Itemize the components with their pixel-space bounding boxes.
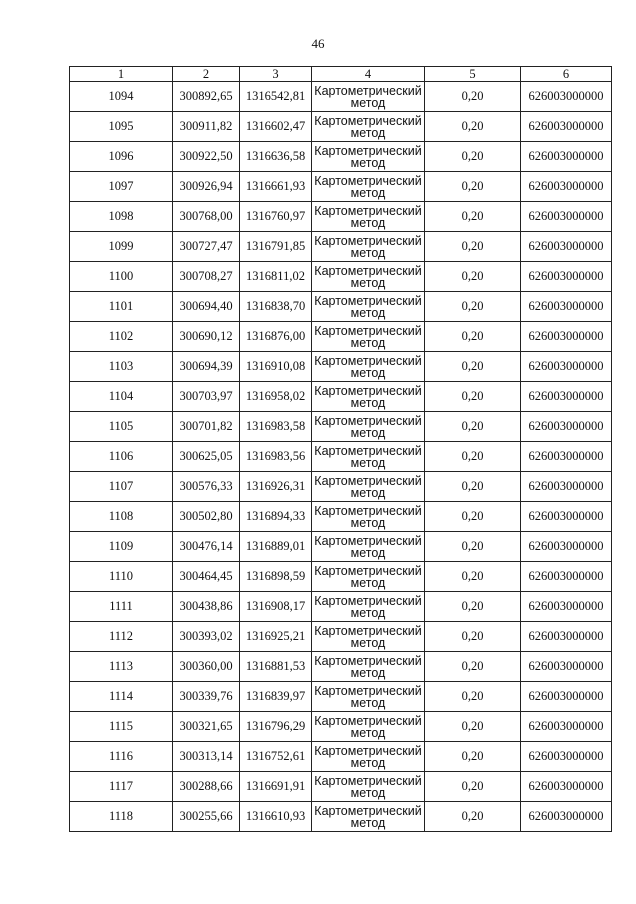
cadastral-code-cell: 626003000000 — [521, 772, 612, 802]
point-number-cell: 1105 — [70, 412, 173, 442]
method-cell — [312, 292, 425, 322]
accuracy-cell: 0,20 — [425, 562, 521, 592]
method-text: метод — [350, 665, 386, 680]
y-coordinate-cell: 1316760,97 — [240, 202, 312, 232]
y-coordinate-cell: 1316752,61 — [240, 742, 312, 772]
accuracy-cell: 0,20 — [425, 772, 521, 802]
accuracy-cell: 0,20 — [425, 322, 521, 352]
y-coordinate-cell: 1316661,93 — [240, 172, 312, 202]
table-row — [70, 712, 612, 742]
table-row — [70, 562, 612, 592]
method-text: метод — [350, 95, 386, 110]
method-text: метод — [350, 275, 386, 290]
point-number-cell: 1102 — [70, 322, 173, 352]
point-number-cell: 1101 — [70, 292, 173, 322]
table-row — [70, 202, 612, 232]
x-coordinate-cell: 300703,97 — [173, 382, 240, 412]
x-coordinate-cell: 300313,14 — [173, 742, 240, 772]
cadastral-code-cell: 626003000000 — [521, 382, 612, 412]
y-coordinate-cell: 1316898,59 — [240, 562, 312, 592]
method-cell — [312, 652, 425, 682]
method-text: Картометрический — [314, 353, 422, 368]
method-cell — [312, 772, 425, 802]
x-coordinate-cell: 300576,33 — [173, 472, 240, 502]
y-coordinate-cell: 1316958,02 — [240, 382, 312, 412]
point-number-cell: 1100 — [70, 262, 173, 292]
point-number-cell: 1103 — [70, 352, 173, 382]
table-row — [70, 592, 612, 622]
accuracy-cell: 0,20 — [425, 382, 521, 412]
method-cell — [312, 682, 425, 712]
y-coordinate-cell: 1316889,01 — [240, 532, 312, 562]
x-coordinate-cell: 300922,50 — [173, 142, 240, 172]
method-text: метод — [350, 185, 386, 200]
table-row — [70, 442, 612, 472]
table-row — [70, 682, 612, 712]
table-row — [70, 502, 612, 532]
point-number-cell: 1096 — [70, 142, 173, 172]
cadastral-code-cell: 626003000000 — [521, 352, 612, 382]
method-cell — [312, 502, 425, 532]
table-row — [70, 382, 612, 412]
accuracy-cell: 0,20 — [425, 82, 521, 112]
column-header: 3 — [240, 67, 312, 82]
method-text: метод — [350, 395, 386, 410]
method-cell — [312, 592, 425, 622]
cadastral-code-cell: 626003000000 — [521, 292, 612, 322]
accuracy-cell: 0,20 — [425, 502, 521, 532]
method-cell — [312, 622, 425, 652]
table-row — [70, 622, 612, 652]
y-coordinate-cell: 1316983,58 — [240, 412, 312, 442]
method-text: метод — [350, 605, 386, 620]
method-text: метод — [350, 425, 386, 440]
table-row — [70, 472, 612, 502]
table-row — [70, 802, 612, 832]
cadastral-code-cell: 626003000000 — [521, 742, 612, 772]
y-coordinate-cell: 1316894,33 — [240, 502, 312, 532]
cadastral-code-cell: 626003000000 — [521, 172, 612, 202]
accuracy-cell: 0,20 — [425, 232, 521, 262]
method-text: метод — [350, 335, 386, 350]
cadastral-code-cell: 626003000000 — [521, 442, 612, 472]
table-body — [70, 82, 612, 832]
method-text: Картометрический — [314, 563, 422, 578]
table-row — [70, 322, 612, 352]
cadastral-code-cell: 626003000000 — [521, 802, 612, 832]
cadastral-code-cell: 626003000000 — [521, 322, 612, 352]
method-cell — [312, 712, 425, 742]
x-coordinate-cell: 300690,12 — [173, 322, 240, 352]
accuracy-cell: 0,20 — [425, 442, 521, 472]
column-header: 5 — [425, 67, 521, 82]
method-text: Картометрический — [314, 83, 422, 98]
x-coordinate-cell: 300708,27 — [173, 262, 240, 292]
cadastral-code-cell: 626003000000 — [521, 592, 612, 622]
method-cell — [312, 442, 425, 472]
y-coordinate-cell: 1316791,85 — [240, 232, 312, 262]
method-text: метод — [350, 215, 386, 230]
table-row — [70, 142, 612, 172]
method-text: Картометрический — [314, 533, 422, 548]
method-text: Картометрический — [314, 503, 422, 518]
method-text: Картометрический — [314, 593, 422, 608]
point-number-cell: 1106 — [70, 442, 173, 472]
method-cell — [312, 562, 425, 592]
table-row — [70, 232, 612, 262]
x-coordinate-cell: 300768,00 — [173, 202, 240, 232]
method-text: Картометрический — [314, 803, 422, 818]
x-coordinate-cell: 300464,45 — [173, 562, 240, 592]
x-coordinate-cell: 300476,14 — [173, 532, 240, 562]
method-cell — [312, 142, 425, 172]
cadastral-code-cell: 626003000000 — [521, 472, 612, 502]
method-cell — [312, 352, 425, 382]
x-coordinate-cell: 300701,82 — [173, 412, 240, 442]
x-coordinate-cell: 300393,02 — [173, 622, 240, 652]
y-coordinate-cell: 1316811,02 — [240, 262, 312, 292]
point-number-cell: 1114 — [70, 682, 173, 712]
cadastral-code-cell: 626003000000 — [521, 532, 612, 562]
method-text: метод — [350, 485, 386, 500]
method-text: Картометрический — [314, 113, 422, 128]
method-text: Картометрический — [314, 443, 422, 458]
cadastral-code-cell: 626003000000 — [521, 202, 612, 232]
method-text: метод — [350, 515, 386, 530]
table-row — [70, 292, 612, 322]
method-cell — [312, 232, 425, 262]
point-number-cell: 1108 — [70, 502, 173, 532]
y-coordinate-cell: 1316838,70 — [240, 292, 312, 322]
accuracy-cell: 0,20 — [425, 292, 521, 322]
column-header: 4 — [312, 67, 425, 82]
method-text: метод — [350, 365, 386, 380]
table-row — [70, 412, 612, 442]
method-text: Картометрический — [314, 203, 422, 218]
point-number-cell: 1111 — [70, 592, 173, 622]
method-cell — [312, 382, 425, 412]
accuracy-cell: 0,20 — [425, 412, 521, 442]
x-coordinate-cell: 300694,40 — [173, 292, 240, 322]
method-text: метод — [350, 785, 386, 800]
cadastral-code-cell: 626003000000 — [521, 622, 612, 652]
cadastral-code-cell: 626003000000 — [521, 652, 612, 682]
method-text: Картометрический — [314, 233, 422, 248]
accuracy-cell: 0,20 — [425, 592, 521, 622]
table-header-row — [70, 67, 612, 82]
x-coordinate-cell: 300255,66 — [173, 802, 240, 832]
cadastral-code-cell: 626003000000 — [521, 142, 612, 172]
accuracy-cell: 0,20 — [425, 472, 521, 502]
coordinates-table — [69, 66, 612, 832]
point-number-cell: 1115 — [70, 712, 173, 742]
method-text: Картометрический — [314, 713, 422, 728]
method-text: метод — [350, 305, 386, 320]
table-row — [70, 742, 612, 772]
table-row — [70, 652, 612, 682]
point-number-cell: 1099 — [70, 232, 173, 262]
x-coordinate-cell: 300911,82 — [173, 112, 240, 142]
y-coordinate-cell: 1316908,17 — [240, 592, 312, 622]
accuracy-cell: 0,20 — [425, 202, 521, 232]
cadastral-code-cell: 626003000000 — [521, 682, 612, 712]
method-text: Картометрический — [314, 143, 422, 158]
method-text: Картометрический — [314, 623, 422, 638]
method-cell — [312, 82, 425, 112]
cadastral-code-cell: 626003000000 — [521, 412, 612, 442]
table-row — [70, 352, 612, 382]
cadastral-code-cell: 626003000000 — [521, 82, 612, 112]
y-coordinate-cell: 1316910,08 — [240, 352, 312, 382]
x-coordinate-cell: 300727,47 — [173, 232, 240, 262]
x-coordinate-cell: 300892,65 — [173, 82, 240, 112]
accuracy-cell: 0,20 — [425, 142, 521, 172]
table-row — [70, 262, 612, 292]
table-row — [70, 532, 612, 562]
table-row — [70, 772, 612, 802]
point-number-cell: 1116 — [70, 742, 173, 772]
method-text: Картометрический — [314, 263, 422, 278]
x-coordinate-cell: 300360,00 — [173, 652, 240, 682]
method-cell — [312, 112, 425, 142]
point-number-cell: 1097 — [70, 172, 173, 202]
method-cell — [312, 322, 425, 352]
table-row — [70, 112, 612, 142]
method-text: Картометрический — [314, 173, 422, 188]
x-coordinate-cell: 300438,86 — [173, 592, 240, 622]
method-text: метод — [350, 755, 386, 770]
accuracy-cell: 0,20 — [425, 352, 521, 382]
point-number-cell: 1109 — [70, 532, 173, 562]
method-text: Картометрический — [314, 293, 422, 308]
cadastral-code-cell: 626003000000 — [521, 232, 612, 262]
y-coordinate-cell: 1316881,53 — [240, 652, 312, 682]
point-number-cell: 1110 — [70, 562, 173, 592]
accuracy-cell: 0,20 — [425, 682, 521, 712]
x-coordinate-cell: 300321,65 — [173, 712, 240, 742]
y-coordinate-cell: 1316691,91 — [240, 772, 312, 802]
table-row — [70, 82, 612, 112]
method-cell — [312, 172, 425, 202]
y-coordinate-cell: 1316839,97 — [240, 682, 312, 712]
x-coordinate-cell: 300288,66 — [173, 772, 240, 802]
method-text: метод — [350, 455, 386, 470]
accuracy-cell: 0,20 — [425, 532, 521, 562]
column-header: 1 — [70, 67, 173, 82]
point-number-cell: 1112 — [70, 622, 173, 652]
accuracy-cell: 0,20 — [425, 712, 521, 742]
method-text: Картометрический — [314, 773, 422, 788]
method-text: Картометрический — [314, 743, 422, 758]
column-header: 2 — [173, 67, 240, 82]
method-text: метод — [350, 155, 386, 170]
cadastral-code-cell: 626003000000 — [521, 502, 612, 532]
x-coordinate-cell: 300926,94 — [173, 172, 240, 202]
x-coordinate-cell: 300339,76 — [173, 682, 240, 712]
method-text: метод — [350, 545, 386, 560]
method-cell — [312, 802, 425, 832]
method-text: метод — [350, 125, 386, 140]
method-text: метод — [350, 725, 386, 740]
method-text: метод — [350, 575, 386, 590]
method-cell — [312, 412, 425, 442]
point-number-cell: 1098 — [70, 202, 173, 232]
point-number-cell: 1104 — [70, 382, 173, 412]
cadastral-code-cell: 626003000000 — [521, 562, 612, 592]
accuracy-cell: 0,20 — [425, 262, 521, 292]
accuracy-cell: 0,20 — [425, 652, 521, 682]
method-text: Картометрический — [314, 413, 422, 428]
method-text: Картометрический — [314, 653, 422, 668]
method-text: Картометрический — [314, 473, 422, 488]
method-cell — [312, 532, 425, 562]
x-coordinate-cell: 300694,39 — [173, 352, 240, 382]
y-coordinate-cell: 1316925,21 — [240, 622, 312, 652]
method-cell — [312, 742, 425, 772]
point-number-cell: 1118 — [70, 802, 173, 832]
y-coordinate-cell: 1316610,93 — [240, 802, 312, 832]
method-text: метод — [350, 815, 386, 830]
accuracy-cell: 0,20 — [425, 742, 521, 772]
method-cell — [312, 262, 425, 292]
cadastral-code-cell: 626003000000 — [521, 262, 612, 292]
y-coordinate-cell: 1316926,31 — [240, 472, 312, 502]
y-coordinate-cell: 1316542,81 — [240, 82, 312, 112]
point-number-cell: 1117 — [70, 772, 173, 802]
table-row — [70, 172, 612, 202]
accuracy-cell: 0,20 — [425, 802, 521, 832]
method-text: Картометрический — [314, 383, 422, 398]
point-number-cell: 1107 — [70, 472, 173, 502]
accuracy-cell: 0,20 — [425, 622, 521, 652]
x-coordinate-cell: 300625,05 — [173, 442, 240, 472]
page-number: 46 — [311, 36, 325, 51]
cadastral-code-cell: 626003000000 — [521, 712, 612, 742]
method-text: метод — [350, 695, 386, 710]
point-number-cell: 1094 — [70, 82, 173, 112]
method-cell — [312, 202, 425, 232]
method-text: метод — [350, 245, 386, 260]
y-coordinate-cell: 1316636,58 — [240, 142, 312, 172]
y-coordinate-cell: 1316602,47 — [240, 112, 312, 142]
accuracy-cell: 0,20 — [425, 172, 521, 202]
cadastral-code-cell: 626003000000 — [521, 112, 612, 142]
accuracy-cell: 0,20 — [425, 112, 521, 142]
y-coordinate-cell: 1316876,00 — [240, 322, 312, 352]
method-text: метод — [350, 635, 386, 650]
x-coordinate-cell: 300502,80 — [173, 502, 240, 532]
y-coordinate-cell: 1316983,56 — [240, 442, 312, 472]
column-header: 6 — [521, 67, 612, 82]
point-number-cell: 1113 — [70, 652, 173, 682]
method-text: Картометрический — [314, 323, 422, 338]
method-cell — [312, 472, 425, 502]
y-coordinate-cell: 1316796,29 — [240, 712, 312, 742]
point-number-cell: 1095 — [70, 112, 173, 142]
method-text: Картометрический — [314, 683, 422, 698]
